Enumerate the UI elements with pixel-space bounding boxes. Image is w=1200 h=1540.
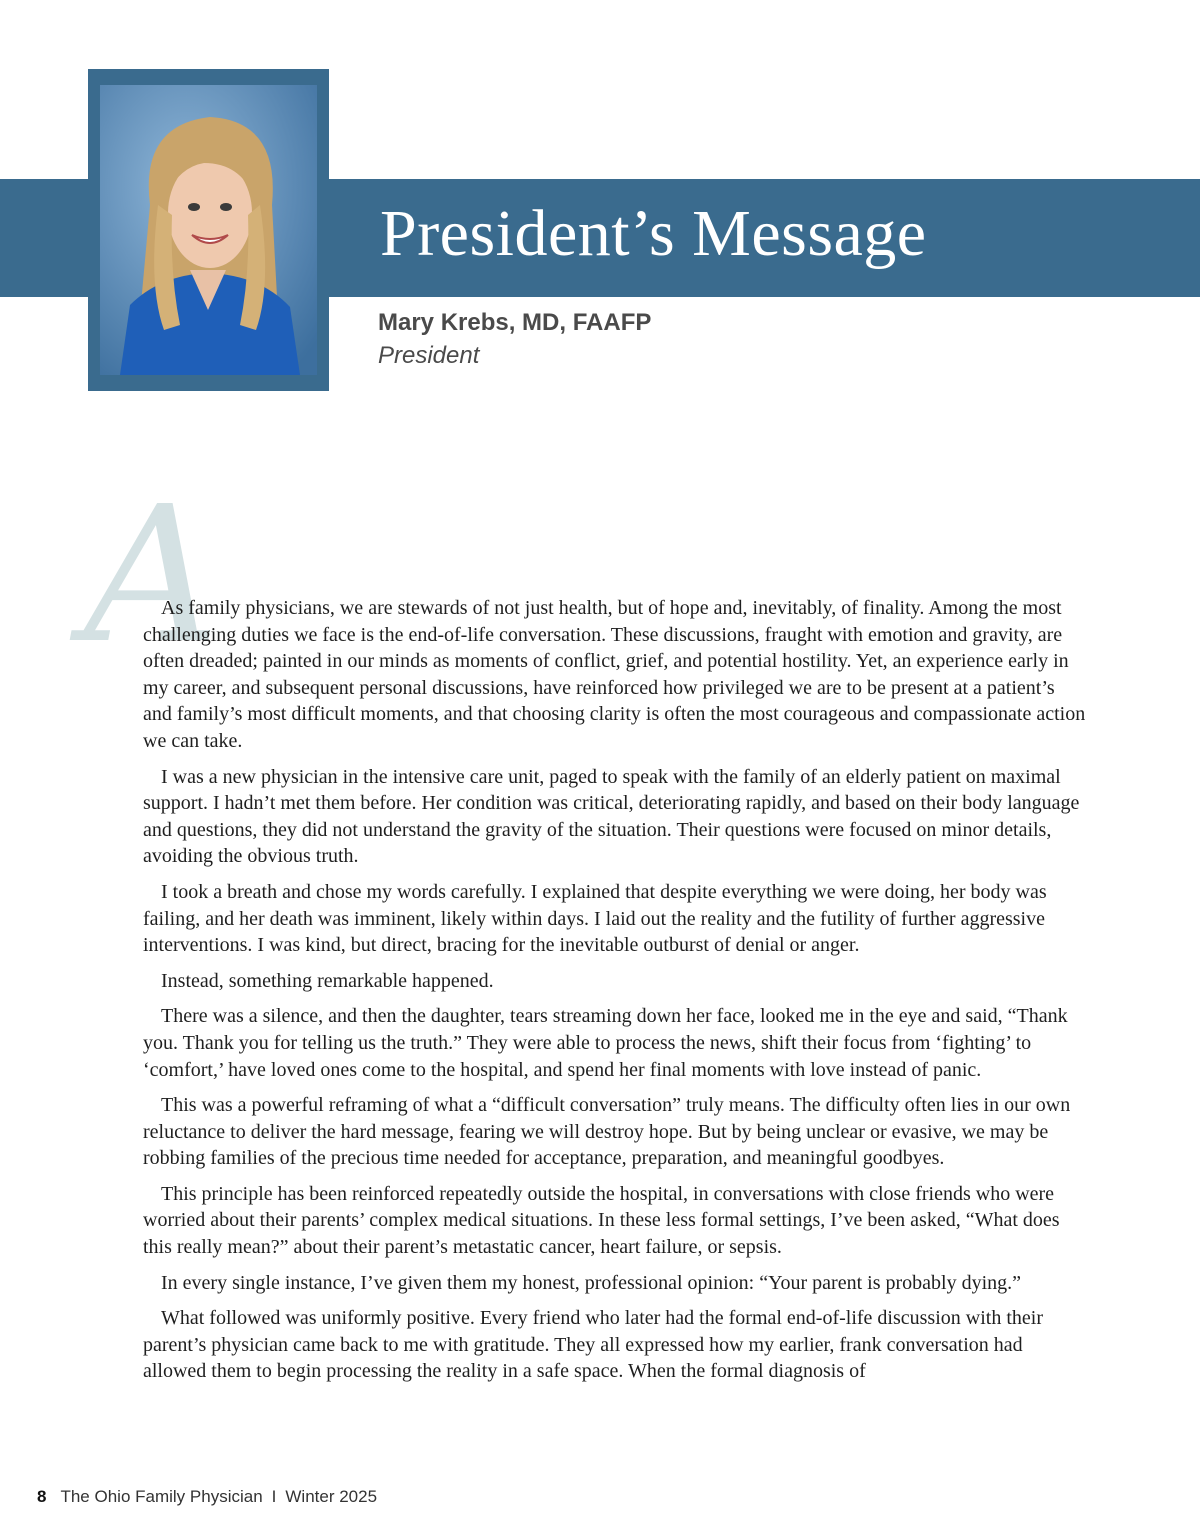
article-paragraph: I took a breath and chose my words carefully. I explained that despite everything we were doing, her body was failing, and her death was imminent, likely within days. I laid out the reality and the futility of further aggressive interventions. I was kind, but direct, bracing for the inevitable outburst of denial or anger. (143, 880, 1047, 957)
page-footer (37, 1487, 377, 1507)
author-role: President (378, 342, 480, 369)
article-paragraph: As family physicians, we are stewards of not just health, but of hope and, inevitably, of finality. Among the most challenging duties we face is the end-of-life conversation. These discussions, fraught with emotion and gravity, are often dreaded; painted in our minds as moments of conflict, grief, and potential hostility. Yet, an experience early in my career, and subsequent personal discussions, have reinforced how privileged we are to be present at a patient’s and family’s most difficult moments, and that choosing clarity is often the most courageous and compassionate action we can take. (143, 597, 1086, 752)
drop-cap-ornament: A (84, 466, 220, 685)
article-paragraph: This was a powerful reframing of what a “difficult conversation” truly means. The difficulty often lies in our own reluctance to deliver the hard message, fearing we will destroy hope. But by being unclear or evasive, we may be robbing families of the precious time needed for acceptance, preparation, and meaningful goodbyes. (143, 1094, 1071, 1170)
article-body (143, 595, 1088, 1394)
publication-name: The Ohio Family Physician (60, 1487, 263, 1506)
article-paragraph: Instead, something remarkable happened. (161, 969, 494, 992)
author-photo-frame (88, 69, 329, 391)
footer-separator: I (271, 1487, 277, 1506)
author-name: Mary Krebs, MD, FAAFP (378, 309, 652, 336)
page-number: 8 (37, 1487, 47, 1506)
author-photo (100, 85, 317, 375)
article-paragraph: In every single instance, I’ve given them my honest, professional opinion: “Your parent is probably dying.” (161, 1271, 1022, 1294)
article-paragraph: This principle has been reinforced repeatedly outside the hospital, in conversations with close friends who were worried about their parents’ complex medical situations. In these less formal settings, I’ve been asked, “What does this really mean?” about their parent’s metastatic cancer, heart failure, or sepsis. (143, 1182, 1060, 1259)
article-paragraph: What followed was uniformly positive. Every friend who later had the formal end-of-life discussion with their parent’s physician came back to me with gratitude. They all expressed how my earlier, frank conversation had allowed them to begin processing the reality in a safe space. When the formal diagnosis of (143, 1307, 1043, 1383)
article-paragraph: I was a new physician in the intensive care unit, paged to speak with the family of an elderly patient on maximal support. I hadn’t met them before. Her condition was critical, deteriorating rapidly, and based on their body language and questions, they did not understand the gravity of the situation. Their questions were focused on minor details, avoiding the obvious truth. (143, 765, 1080, 868)
page-title: President’s Message (380, 197, 927, 270)
issue-label: Winter 2025 (285, 1487, 378, 1506)
article-paragraph: There was a silence, and then the daughter, tears streaming down her face, looked me in the eye and said, “Thank you. Thank you for telling us the truth.” They were able to process the news, shift their focus from ‘fighting’ to ‘comfort,’ have loved ones come to the hospital, and spend her final moments with love instead of panic. (143, 1005, 1068, 1081)
